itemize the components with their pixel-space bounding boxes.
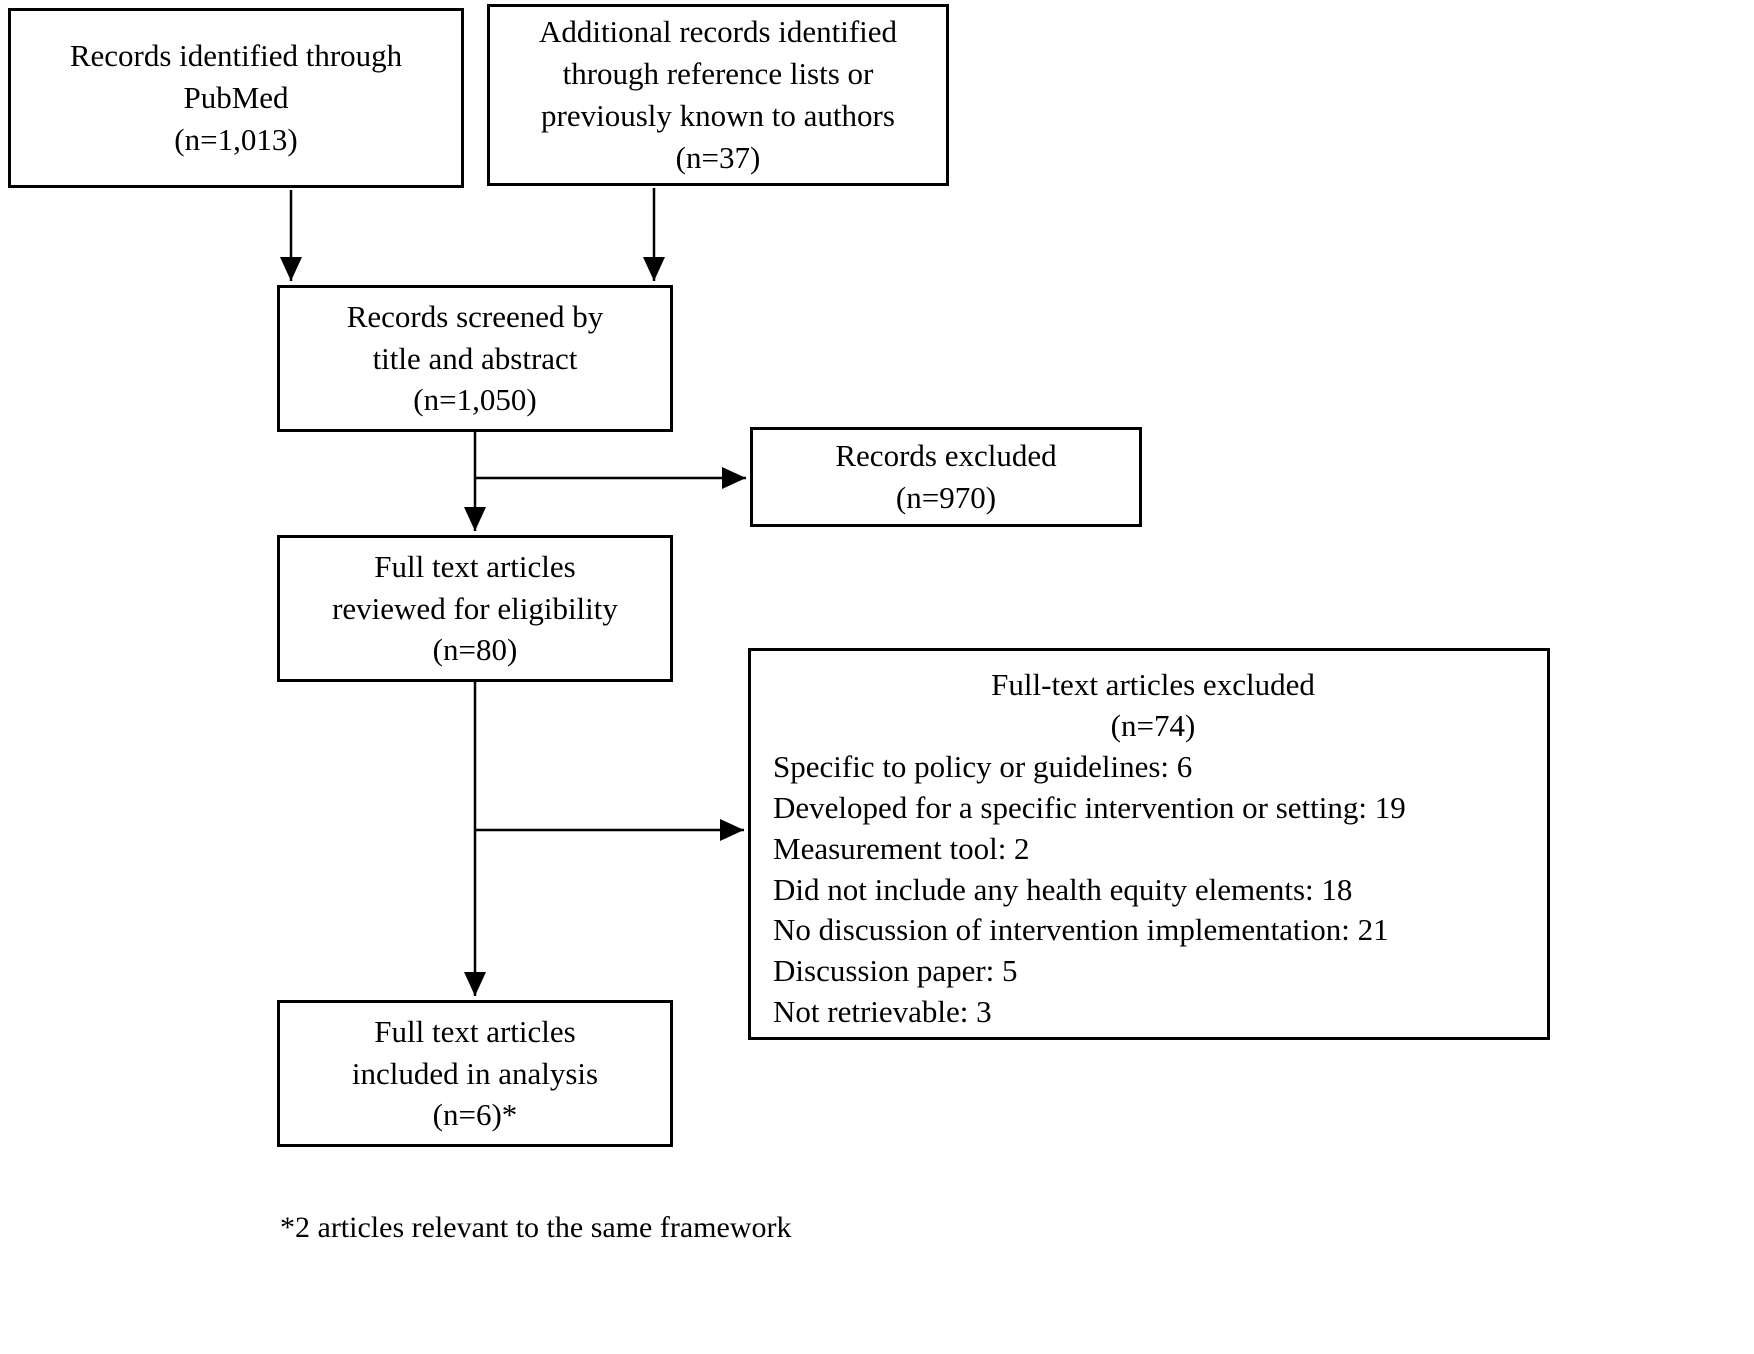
box-text-line: Records excluded <box>835 438 1057 474</box>
box-additional-records <box>487 4 949 186</box>
excluded-count: (n=74) <box>1110 707 1196 743</box>
excluded-reason: Discussion paper: 5 <box>773 953 1018 989</box>
box-text-line: reviewed for eligibility <box>332 590 618 626</box>
box-text-line: previously known to authors <box>541 98 895 133</box>
box-text-line: Full text articles <box>374 548 576 584</box>
box-records-excluded <box>750 427 1142 527</box>
excluded-reason: No discussion of intervention implementation: 21 <box>773 912 1389 948</box>
excluded-reason: Specific to policy or guidelines: 6 <box>773 748 1193 784</box>
excluded-reason: Measurement tool: 2 <box>773 830 1030 866</box>
box-count: (n=80) <box>432 632 518 668</box>
box-count: (n=1,013) <box>174 121 298 157</box>
box-count: (n=37) <box>675 139 761 175</box>
box-fulltext-reviewed <box>277 535 673 682</box>
excluded-reason: Not retrievable: 3 <box>773 994 992 1030</box>
box-text-line: through reference lists or <box>562 56 874 92</box>
box-fulltext-excluded <box>748 648 1550 1040</box>
box-text-line: title and abstract <box>372 340 578 376</box>
box-text-line: Additional records identified <box>538 14 898 50</box>
box-count: (n=6)* <box>432 1097 518 1133</box>
footnote: *2 articles relevant to the same framework <box>280 1211 792 1244</box>
box-records-identified-pubmed <box>8 8 464 188</box>
excluded-title: Full-text articles excluded <box>991 667 1315 702</box>
box-text-line: Full text articles <box>374 1013 576 1049</box>
box-records-screened <box>277 285 673 432</box>
excluded-reason: Did not include any health equity elements: 18 <box>773 871 1353 907</box>
box-text-line: Records screened by <box>346 298 604 334</box>
box-text-line: included in analysis <box>351 1055 599 1091</box>
box-count: (n=970) <box>895 480 997 515</box>
box-text-line: PubMed <box>183 80 289 116</box>
box-text-line: Records identified through <box>69 38 403 74</box>
box-count: (n=1,050) <box>413 382 537 418</box>
excluded-reason: Developed for a specific intervention or setting: 19 <box>773 789 1406 825</box>
box-fulltext-included <box>277 1000 673 1147</box>
